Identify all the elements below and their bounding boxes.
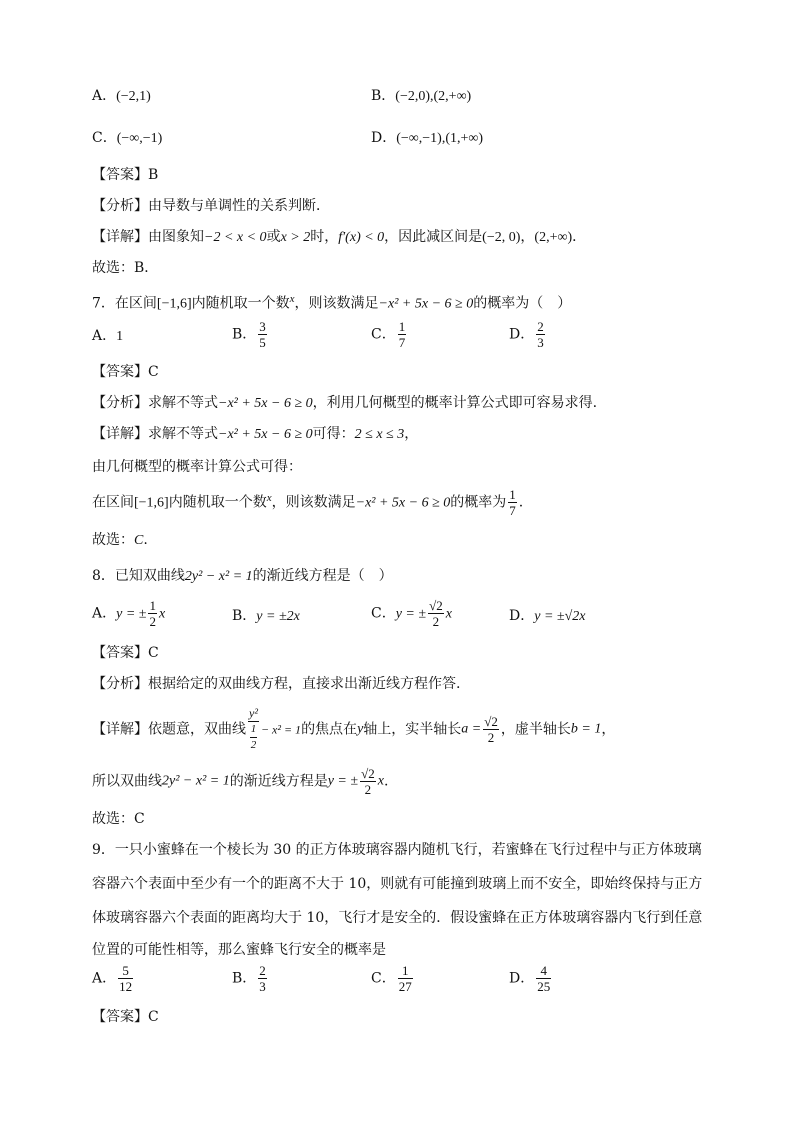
q8-line2-pre: y = ± bbox=[327, 773, 359, 789]
q8-option-a-denominator: 2 bbox=[149, 614, 156, 629]
q7-stem-ineq: −x² + 5x − 6 ≥ 0 bbox=[378, 296, 474, 312]
q7-detail-text-3: ， bbox=[404, 426, 419, 442]
q9-option-d-denominator: 25 bbox=[537, 979, 551, 994]
q8-option-d bbox=[509, 606, 585, 627]
q8-answer-tag: 【答案】 bbox=[92, 645, 148, 661]
q8-stem-1: 8．已知双曲线 bbox=[92, 568, 185, 584]
q8-line2-equation: 2y² − x² = 1 bbox=[162, 773, 230, 789]
q8-detail-inner-numerator: 1 bbox=[250, 722, 258, 738]
q8-option-c bbox=[371, 598, 452, 629]
q9-stem-line-3: 体玻璃容器六个表面的距离均大于 10，飞行才是安全的．假设蜜蜂在正方体玻璃容器内飞行到任意 bbox=[92, 910, 703, 926]
q7-stem bbox=[92, 289, 571, 315]
q6-option-b bbox=[371, 86, 471, 107]
q8-option-c-label: C． bbox=[371, 605, 396, 622]
q7-choose-text: 故选： bbox=[92, 532, 134, 548]
q6-detail-text-3: ，因此减区间是 bbox=[384, 229, 483, 245]
q8-option-d-label: D． bbox=[509, 608, 535, 624]
q8-detail-hyperbola-numerator: y² bbox=[249, 706, 258, 720]
q8-option-a-pre: y = ± bbox=[116, 606, 147, 622]
q6-answer-tag: 【答案】 bbox=[92, 167, 148, 183]
q6-answer bbox=[92, 165, 158, 185]
q8-detail-tag: 【详解】 bbox=[92, 721, 148, 738]
q6-option-d-text: (−∞,−1),(1,+∞) bbox=[396, 131, 484, 146]
q9-option-c-label: C． bbox=[371, 970, 396, 987]
q8-stem bbox=[92, 566, 393, 587]
q7-choose-answer: C bbox=[134, 533, 144, 548]
q8-choose: 故选：C bbox=[92, 811, 145, 827]
q7-line3-fraction bbox=[508, 487, 517, 518]
q8-detail-a-fraction bbox=[483, 714, 499, 745]
q6-detail-tag: 【详解】 bbox=[92, 229, 148, 245]
q6-detail-interval-2: (2,+∞) bbox=[534, 230, 573, 245]
q6-option-b-label: B． bbox=[371, 88, 396, 104]
q6-option-a-text: (−2,1) bbox=[116, 89, 151, 104]
q8-option-b bbox=[232, 606, 300, 627]
q8-detail-equation-rest: − x² = 1 bbox=[260, 722, 302, 737]
q9-option-b-fraction bbox=[258, 963, 267, 994]
q8-detail-a: a = bbox=[461, 721, 482, 737]
q9-option-d-label: D． bbox=[509, 970, 535, 987]
q9-answer bbox=[92, 1007, 159, 1027]
q8-stem-equation: 2y² − x² = 1 bbox=[184, 569, 253, 584]
q7-detail-text-2: 可得： bbox=[312, 426, 355, 442]
q7-line3-var: x bbox=[266, 491, 272, 504]
q8-line2-post: x bbox=[377, 773, 384, 789]
q8-line2-numerator: √2 bbox=[361, 766, 375, 781]
q8-detail-inner-fraction bbox=[250, 722, 258, 753]
q9-option-b bbox=[232, 963, 269, 994]
q9-option-c-numerator: 1 bbox=[398, 963, 413, 979]
q6-option-d-label: D． bbox=[371, 130, 397, 146]
q8-line2-fraction bbox=[360, 766, 376, 797]
q9-stem-line-1: 9．一只小蜜蜂在一个棱长为 30 的正方体玻璃容器内随机飞行，若蜜蜂在飞行过程中与正方体玻璃 bbox=[92, 842, 702, 858]
q8-answer-value: C bbox=[148, 645, 159, 661]
q7-detail-solution: 2 ≤ x ≤ 3 bbox=[354, 427, 405, 442]
q6-analysis-tag: 【分析】 bbox=[92, 198, 148, 214]
q9-option-b-label: B． bbox=[232, 970, 257, 987]
q8-detail bbox=[92, 706, 615, 753]
q7-line3-text-3: ，则该数满足 bbox=[271, 494, 356, 511]
q9-option-a-numerator: 5 bbox=[118, 963, 133, 979]
q7-option-d bbox=[509, 319, 547, 350]
q7-option-c-numerator: 1 bbox=[398, 319, 406, 334]
q7-detail-line-3 bbox=[92, 487, 523, 518]
q8-detail-b: b = 1 bbox=[570, 721, 602, 737]
q8-detail-text-4: ，虚半轴长 bbox=[500, 721, 571, 738]
q7-answer-value: C bbox=[148, 364, 159, 380]
q8-analysis-tag: 【分析】 bbox=[92, 676, 148, 692]
q8-detail-line-2 bbox=[92, 766, 388, 797]
q9-option-a-fraction bbox=[118, 963, 133, 994]
q8-option-a-post: x bbox=[158, 606, 166, 622]
q7-analysis-text-2: ，利用几何概型的概率计算公式即可容易求得. bbox=[312, 395, 598, 411]
q7-stem-1: 7．在区间 bbox=[92, 295, 157, 312]
q7-stem-interval: [−1,6] bbox=[156, 296, 192, 312]
q8-detail-a-numerator: √2 bbox=[484, 714, 498, 729]
q7-option-b-numerator: 3 bbox=[259, 319, 266, 334]
q7-line3-interval: [−1,6] bbox=[134, 495, 169, 511]
q8-option-c-pre: y = ± bbox=[395, 606, 427, 622]
q8-line2-text-1: 所以双曲线 bbox=[92, 773, 162, 790]
q7-analysis-tag: 【分析】 bbox=[92, 395, 148, 411]
q7-option-c-label: C． bbox=[371, 326, 396, 343]
q8-detail-text-1: 依题意，双曲线 bbox=[148, 721, 246, 738]
q7-choose bbox=[92, 530, 148, 551]
q7-option-c-fraction bbox=[398, 319, 407, 350]
q7-line3-denominator: 7 bbox=[509, 503, 516, 518]
q7-option-a-text: 1 bbox=[116, 329, 124, 344]
q9-stem-line-2: 容器六个表面中至少有一个的距离不大于 10，则就有可能撞到玻璃上而不安全，即始终保持与正方 bbox=[92, 876, 703, 892]
q6-detail-end: ． bbox=[572, 229, 587, 245]
q7-option-b-fraction bbox=[258, 319, 267, 350]
q9-option-a bbox=[92, 963, 135, 994]
q7-answer-tag: 【答案】 bbox=[92, 364, 148, 380]
q8-analysis-text: 根据给定的双曲线方程，直接求出渐近线方程作答. bbox=[148, 676, 461, 692]
q7-choose-end: . bbox=[143, 532, 148, 548]
q8-option-a-fraction bbox=[148, 598, 157, 629]
q7-line3-numerator: 1 bbox=[509, 487, 516, 502]
q8-stem-2: 的渐近线方程是（ ） bbox=[252, 568, 393, 584]
q6-detail-or: 或 bbox=[266, 229, 281, 245]
q7-detail-tag: 【详解】 bbox=[92, 426, 148, 442]
q7-option-d-fraction bbox=[536, 319, 545, 350]
q9-option-c bbox=[371, 963, 415, 994]
q8-option-c-post: x bbox=[445, 606, 452, 622]
q8-option-b-text: y = ±2x bbox=[256, 609, 300, 624]
q7-option-d-denominator: 3 bbox=[537, 335, 544, 350]
q8-option-c-numerator: √2 bbox=[429, 598, 443, 613]
q9-stem-line-4: 位置的可能性相等，那么蜜蜂飞行安全的概率是 bbox=[92, 942, 386, 958]
q6-answer-value: B bbox=[148, 167, 159, 183]
q6-option-a-label: A． bbox=[92, 88, 117, 104]
q8-detail-text-2: 的焦点在 bbox=[301, 721, 358, 738]
q8-line2-text-2: 的渐近线方程是 bbox=[229, 773, 328, 790]
q6-detail-text-1: 由图象知 bbox=[148, 229, 204, 245]
q7-line3-ineq: −x² + 5x − 6 ≥ 0 bbox=[355, 495, 451, 511]
q7-detail-text-1: 求解不等式 bbox=[148, 426, 218, 442]
q7-answer bbox=[92, 362, 159, 382]
q7-stem-2: 内随机取一个数 bbox=[191, 295, 290, 312]
q9-option-b-denominator: 3 bbox=[259, 979, 266, 994]
q7-option-b-denominator: 5 bbox=[259, 335, 266, 350]
q7-option-d-label: D． bbox=[509, 326, 535, 343]
q9-answer-value: C bbox=[148, 1009, 159, 1025]
q8-detail-hyperbola-fraction bbox=[248, 706, 259, 753]
q7-line3-end: . bbox=[518, 494, 524, 511]
q7-stem-3: ，则该数满足 bbox=[294, 295, 379, 312]
q6-option-a bbox=[92, 86, 151, 107]
q7-detail bbox=[92, 424, 418, 445]
q6-detail-cond-2: x > 2 bbox=[280, 230, 311, 245]
q7-line3-text-2: 内随机取一个数 bbox=[168, 494, 267, 511]
q6-choose: 故选：B． bbox=[92, 260, 159, 276]
q8-option-c-fraction bbox=[428, 598, 444, 629]
q8-line2-end: . bbox=[383, 773, 389, 790]
q9-option-c-fraction bbox=[398, 963, 413, 994]
q7-option-c bbox=[371, 319, 408, 350]
q7-analysis bbox=[92, 393, 597, 414]
q8-option-a bbox=[92, 598, 165, 629]
q7-option-d-numerator: 2 bbox=[537, 319, 544, 334]
q6-analysis-text: 由导数与单调性的关系判断． bbox=[148, 198, 330, 214]
q7-option-b-label: B． bbox=[232, 326, 257, 343]
q7-option-b bbox=[232, 319, 269, 350]
q8-detail-y: y bbox=[357, 721, 364, 737]
q7-line3-text-4: 的概率为 bbox=[450, 494, 507, 511]
q7-stem-var: x bbox=[289, 293, 295, 305]
q7-option-a-label: A． bbox=[92, 328, 117, 344]
q6-detail-derivative: f′(x) < 0 bbox=[338, 230, 385, 245]
q7-detail-line-2: 由几何概型的概率计算公式可得： bbox=[92, 459, 302, 475]
q9-option-a-denominator: 12 bbox=[119, 979, 133, 994]
q8-option-c-denominator: 2 bbox=[432, 614, 440, 629]
q8-analysis bbox=[92, 674, 460, 694]
q6-detail-interval-1: (−2, 0) bbox=[482, 230, 521, 245]
q7-detail-ineq: −x² + 5x − 6 ≥ 0 bbox=[218, 427, 313, 442]
q6-analysis bbox=[92, 196, 330, 216]
q6-detail-text-2: 时， bbox=[310, 229, 339, 245]
q6-option-c bbox=[92, 128, 162, 149]
q7-line3-text-1: 在区间 bbox=[92, 494, 134, 511]
q7-option-c-denominator: 7 bbox=[398, 335, 406, 350]
q6-option-b-text: (−2,0),(2,+∞) bbox=[395, 89, 472, 104]
q8-option-a-label: A． bbox=[92, 605, 117, 622]
q8-line2-denominator: 2 bbox=[364, 782, 372, 797]
q9-option-d bbox=[509, 963, 553, 994]
q9-option-c-denominator: 27 bbox=[398, 979, 412, 994]
q9-option-b-numerator: 2 bbox=[259, 963, 266, 978]
q8-answer bbox=[92, 643, 159, 663]
q6-option-d bbox=[371, 128, 483, 149]
q7-option-a bbox=[92, 326, 123, 347]
q6-detail-cond-1: −2 < x < 0 bbox=[204, 230, 267, 245]
q8-detail-a-denominator: 2 bbox=[487, 730, 495, 745]
q6-option-c-text: (−∞,−1) bbox=[116, 131, 163, 146]
q8-detail-text-5: ， bbox=[601, 721, 616, 738]
q6-detail-sep: ， bbox=[520, 229, 535, 245]
q8-detail-text-3: 轴上，实半轴长 bbox=[363, 721, 462, 738]
q8-option-a-numerator: 1 bbox=[149, 598, 156, 613]
q7-analysis-ineq: −x² + 5x − 6 ≥ 0 bbox=[218, 396, 313, 411]
q9-answer-tag: 【答案】 bbox=[92, 1009, 148, 1025]
q7-stem-4: 的概率为（ ） bbox=[473, 295, 572, 312]
q8-detail-inner-denominator: 2 bbox=[250, 739, 257, 751]
q8-option-d-text: y = ±√2x bbox=[534, 609, 586, 624]
q7-analysis-text-1: 求解不等式 bbox=[148, 395, 218, 411]
q6-option-c-label: C． bbox=[92, 130, 117, 146]
q8-detail-hyperbola-denominator bbox=[248, 722, 259, 753]
q9-option-d-fraction bbox=[536, 963, 551, 994]
q9-option-a-label: A． bbox=[92, 970, 117, 987]
q9-option-d-numerator: 4 bbox=[536, 963, 551, 979]
q6-detail bbox=[92, 227, 586, 248]
q8-option-b-label: B． bbox=[232, 608, 257, 624]
